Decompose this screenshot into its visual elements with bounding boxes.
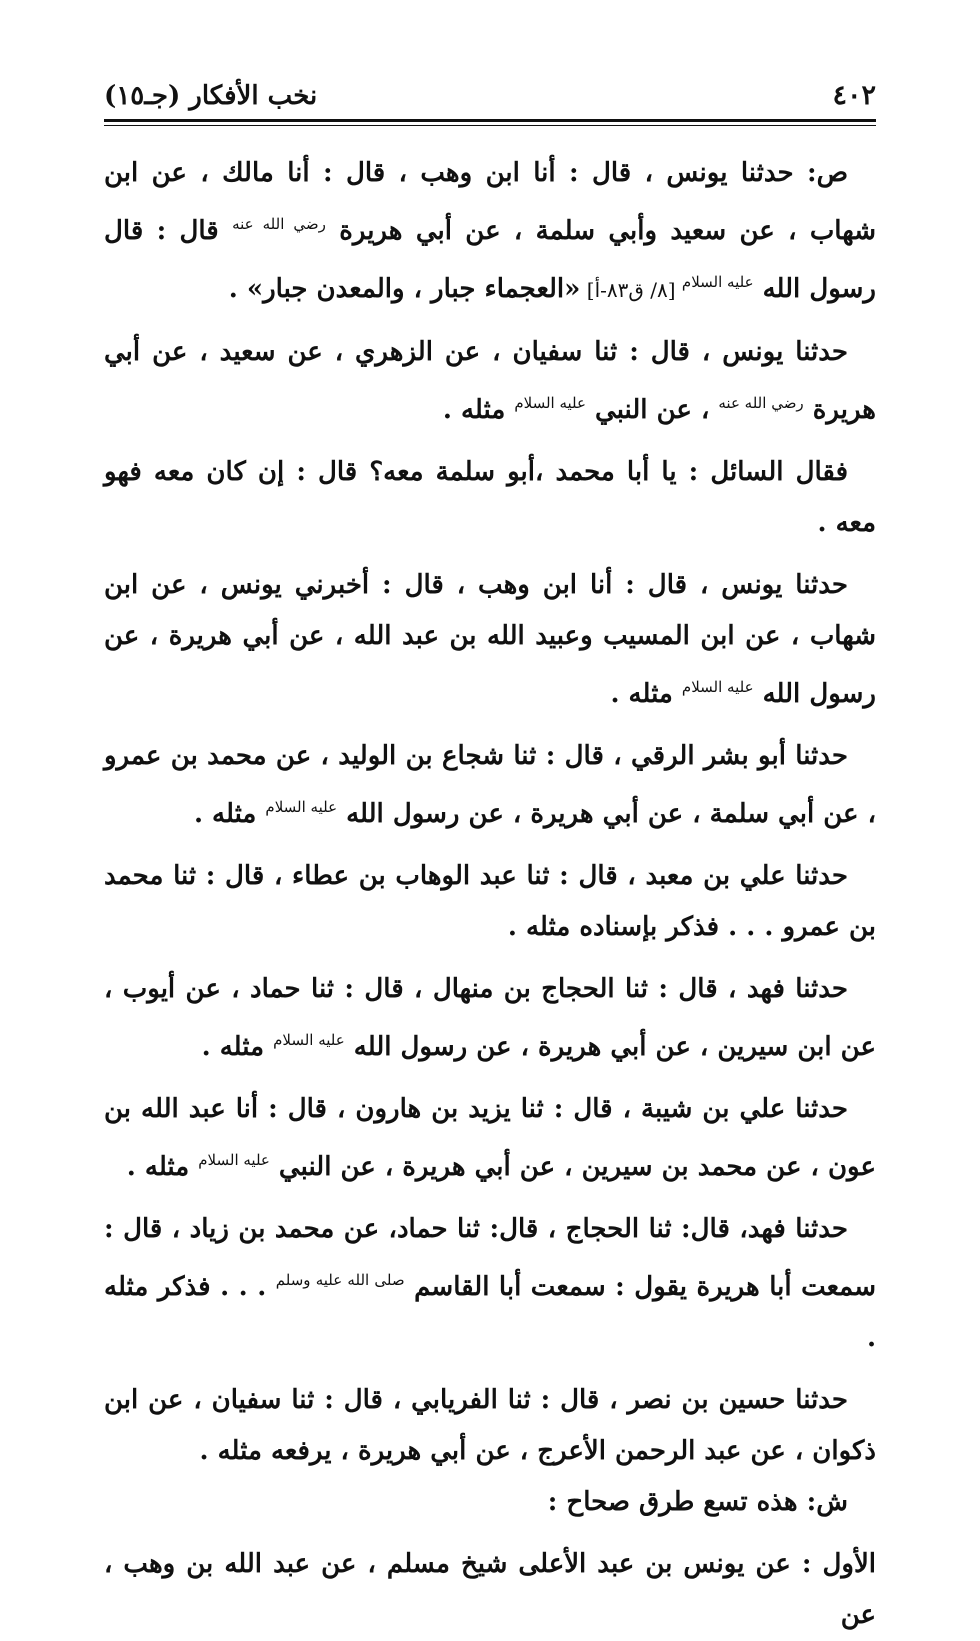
honorific-mark: رضي الله عنه <box>232 215 326 233</box>
label-first: الأول : <box>801 1549 876 1579</box>
honorific-mark: عليه السلام <box>681 678 754 696</box>
honorific-mark: صلى الله عليه وسلم <box>275 1271 405 1289</box>
honorific-mark: عليه السلام <box>273 1031 345 1049</box>
paragraph-11: ش: هذه تسع طرق صحاح : <box>547 1487 848 1517</box>
paragraph-12: الأول : عن يونس بن عبد الأعلى شيخ مسلم ، عن عبد الله بن وهب ، عن <box>104 1549 876 1630</box>
page-header <box>104 74 876 114</box>
paragraph-10: حدثنا حسين بن نصر ، قال : ثنا الفريابي ، قال : ثنا سفيان ، عن ابن ذكوان ، عن عبد الرحمن الأعرج ، عن أبي هريرة ، يرفعه مثله . <box>104 1385 876 1466</box>
manuscript-reference: [٨/ ق٨٣-أ] <box>580 278 682 302</box>
paragraph-2: حدثنا يونس ، قال : ثنا سفيان ، عن الزهري ، عن سعيد ، عن أبي هريرة $^{رضي الله عنه}$ ، عن النبي $^{عليه السلام}$ مثله . <box>104 337 876 425</box>
page-body <box>104 148 876 1641</box>
label-sad: ص: <box>806 158 848 188</box>
honorific-mark: عليه السلام <box>514 394 586 412</box>
honorific-mark: عليه السلام <box>265 798 338 816</box>
honorific-mark: عليه السلام <box>198 1151 270 1169</box>
header-rule-thick <box>104 119 876 122</box>
paragraph-5: حدثنا أبو بشر الرقي ، قال : ثنا شجاع بن الوليد ، عن محمد بن عمرو ، عن أبي سلمة ، عن أبي هريرة ، عن رسول الله $^{عليه السلام}$ مثله . <box>104 741 876 829</box>
paragraph-6: حدثنا علي بن معبد ، قال : ثنا عبد الوهاب بن عطاء ، قال : ثنا محمد بن عمرو . . . فذكر بإسناده مثله . <box>104 861 876 942</box>
paragraph-1: ص: حدثنا يونس ، قال : أنا ابن وهب ، قال : أنا مالك ، عن ابن شهاب ، عن سعيد وأبي سلمة ، عن أبي هريرة $^{رضي الله عنه}$ قال : قال رسول الله $^{عليه السلام}$ [٨/ ق٨٣-أ] «العجماء جبار ، والمعدن جبار» . <box>104 158 876 304</box>
page-number: ٤٠٢ <box>832 80 876 111</box>
honorific-mark: رضي الله عنه <box>718 394 804 412</box>
paragraph-9: حدثنا فهد، قال: ثنا الحجاج ، قال: ثنا حماد، عن محمد بن زياد ، قال : سمعت أبا هريرة يقول : سمعت أبا القاسم $^{صلى الله عليه وسلم}$ . . . فذكر مثله . <box>104 1214 876 1353</box>
paragraph-7: حدثنا فهد ، قال : ثنا الحجاج بن منهال ، قال : ثنا حماد ، عن أيوب ، عن ابن سيرين ، عن أبي هريرة ، عن رسول الله $^{عليه السلام}$ مثله . <box>104 974 876 1062</box>
paragraph-8: حدثنا علي بن شيبة ، قال : ثنا يزيد بن هارون ، قال : أنا عبد الله بن عون ، عن محمد بن سيرين ، عن أبي هريرة ، عن النبي $^{عليه السلام}$ مثله . <box>104 1094 876 1182</box>
header-rule-thin <box>104 125 876 126</box>
paragraph-3: فقال السائل : يا أبا محمد ،أبو سلمة معه؟ قال : إن كان معه فهو معه . <box>104 457 876 538</box>
honorific-mark: عليه السلام <box>681 273 754 291</box>
paragraph-4: حدثنا يونس ، قال : أنا ابن وهب ، قال : أخبرني يونس ، عن ابن شهاب ، عن ابن المسيب وعبيد الله بن عبد الله ، عن أبي هريرة ، عن رسول الله $^{عليه السلام}$ مثله . <box>104 570 876 709</box>
running-title: نخب الأفكار (جـ١٥) <box>104 81 318 111</box>
